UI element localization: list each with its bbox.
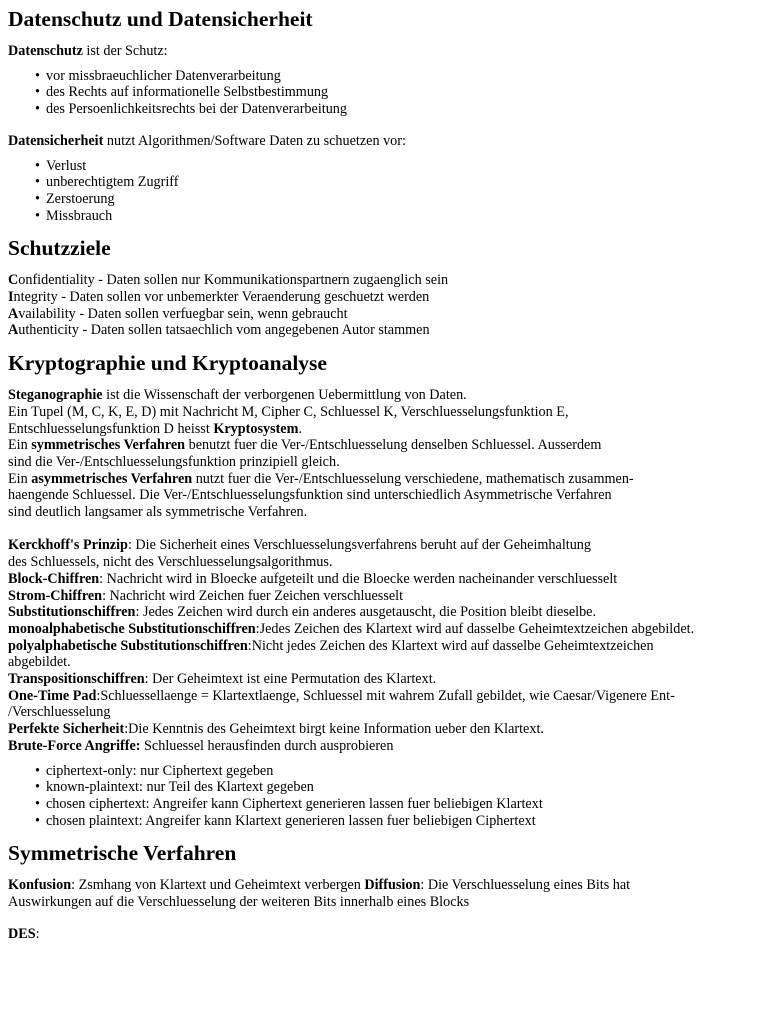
goal-availability: Availability - Daten sollen verfuegbar sein, wenn gebraucht bbox=[8, 305, 348, 322]
bullet-icon: • bbox=[35, 174, 40, 191]
transposition-line: Transpositionschiffren: Der Geheimtext ist eine Permutation des Klartext. bbox=[8, 671, 437, 688]
tupel-line: Ein Tupel (M, C, K, E, D) mit Nachricht M, Cipher C, Schluessel K, Verschluesselungsfunktion E, bbox=[8, 403, 569, 420]
kryptosystem-line: Entschluesselungsfunktion D heisst Kryptosystem. bbox=[8, 420, 302, 437]
list-item: • Missbrauch bbox=[35, 207, 113, 224]
list-item: • known-plaintext: nur Teil des Klartext gegeben bbox=[35, 779, 314, 796]
attack-list bbox=[8, 763, 764, 830]
heading-symmetrische-verfahren: Symmetrische Verfahren bbox=[8, 841, 237, 866]
list-item: • Verlust bbox=[35, 157, 87, 174]
substitution-line: Substitutionschiffren: Jedes Zeichen wird durch ein anderes ausgetauscht, die Position bleibt dieselbe. bbox=[8, 604, 597, 621]
bullet-icon: • bbox=[35, 812, 40, 829]
konfusion-diffusion-line: Konfusion: Zsmhang von Klartext und Geheimtext verbergen Diffusion: Die Verschluesselung eines Bits hat bbox=[8, 877, 631, 894]
diffusion-line-2: Auswirkungen auf die Verschluesselung der weiteren Bits innerhalb eines Blocks bbox=[8, 894, 470, 911]
list-item: • chosen ciphertext: Angreifer kann Ciphertext generieren lassen fuer beliebigen Klartext bbox=[35, 796, 543, 812]
block-chiffren-line: Block-Chiffren: Nachricht wird in Bloecke aufgeteilt und die Bloecke werden nacheinander verschluesselt bbox=[8, 570, 618, 587]
poly-substitution-line-2: abgebildet. bbox=[8, 654, 71, 671]
list-item: • des Persoenlichkeitsrechts bei der Datenverarbeitung bbox=[35, 101, 347, 118]
list-item: • unberechtigtem Zugriff bbox=[35, 174, 179, 191]
bullet-icon: • bbox=[35, 762, 40, 779]
bullet-icon: • bbox=[35, 796, 40, 812]
list-item: • des Rechts auf informationelle Selbstbestimmung bbox=[35, 84, 329, 101]
des-line: DES: bbox=[8, 925, 40, 942]
asymmetrisch-line: Ein asymmetrisches Verfahren nutzt fuer die Ver-/Entschluesselung verschiedene, mathematisch zusammen- bbox=[8, 470, 634, 487]
one-time-pad-line: One-Time Pad:Schluessellaenge = Klartextlaenge, Schluessel mit wahrem Zufall gebildet, wie Caesar/Vigenere Ent- bbox=[8, 687, 675, 704]
bullet-icon: • bbox=[35, 190, 40, 207]
bullet-icon: • bbox=[35, 779, 40, 796]
heading-schutzziele: Schutzziele bbox=[8, 236, 111, 261]
asymmetrisch-line-3: sind deutlich langsamer als symmetrische Verfahren. bbox=[8, 504, 308, 521]
bullet-icon: • bbox=[35, 101, 40, 118]
bullet-icon: • bbox=[35, 67, 40, 84]
bullet-icon: • bbox=[35, 207, 40, 224]
symmetrisch-line-2: sind die Ver-/Entschluesselungsfunktion prinzipiell gleich. bbox=[8, 453, 340, 470]
asymmetrisch-line-2: haengende Schluessel. Die Ver-/Entschluesselungsfunktion sind unterschiedlich Asymmetrische Verfahren bbox=[8, 487, 612, 504]
list-item: • ciphertext-only: nur Ciphertext gegeben bbox=[35, 762, 274, 779]
list-item: • chosen plaintext: Angreifer kann Klartext generieren lassen fuer beliebigen Ciphertext bbox=[35, 812, 536, 829]
datensicherheit-definition: Datensicherheit nutzt Algorithmen/Software Daten zu schuetzen vor: bbox=[8, 132, 406, 149]
perfekte-sicherheit-line: Perfekte Sicherheit:Die Kenntnis des Geheimtext birgt keine Information ueber den Klartext. bbox=[8, 721, 544, 738]
kerckhoff-line-2: des Schluessels, nicht des Verschluesselungsalgorithmus. bbox=[8, 554, 333, 571]
brute-force-line: Brute-Force Angriffe: Schluessel herausfinden durch ausprobieren bbox=[8, 737, 394, 754]
goal-integrity: Integrity - Daten sollen vor unbemerkter Veraenderung geschuetzt werden bbox=[8, 289, 430, 306]
heading-datenschutz: Datenschutz und Datensicherheit bbox=[8, 7, 313, 31]
datenschutz-list bbox=[8, 68, 764, 118]
datensicherheit-list bbox=[8, 158, 764, 225]
goal-confidentiality: Confidentiality - Daten sollen nur Kommunikationspartnern zugaenglich sein bbox=[8, 272, 449, 289]
datenschutz-definition: Datenschutz ist der Schutz: bbox=[8, 43, 168, 59]
one-time-pad-line-2: /Verschluesselung bbox=[8, 704, 111, 721]
mono-substitution-line: monoalphabetische Substitutionschiffren:Jedes Zeichen des Klartext wird auf dasselbe Geheimtextzeichen abgebildet. bbox=[8, 620, 695, 637]
list-item: • Zerstoerung bbox=[35, 190, 115, 207]
heading-kryptographie: Kryptographie und Kryptoanalyse bbox=[8, 351, 327, 376]
kerckhoff-line: Kerckhoff's Prinzip: Die Sicherheit eines Verschluesselungsverfahrens beruht auf der Geheimhaltung bbox=[8, 537, 591, 554]
strom-chiffren-line: Strom-Chiffren: Nachricht wird Zeichen fuer Zeichen verschluesselt bbox=[8, 587, 404, 604]
bullet-icon: • bbox=[35, 157, 40, 174]
bullet-icon: • bbox=[35, 84, 40, 101]
steganographie-line: Steganographie ist die Wissenschaft der verborgenen Uebermittlung von Daten. bbox=[8, 387, 467, 404]
goal-authenticity: Authenticity - Daten sollen tatsaechlich vom angegebenen Autor stammen bbox=[8, 322, 430, 339]
symmetrisch-line: Ein symmetrisches Verfahren benutzt fuer die Ver-/Entschluesselung denselben Schluessel. Ausserdem bbox=[8, 437, 602, 454]
list-item: • vor missbraeuchlicher Datenverarbeitung bbox=[35, 67, 281, 84]
poly-substitution-line: polyalphabetische Substitutionschiffren:Nicht jedes Zeichen des Klartext wird auf dasselbe Geheimtextzeichen bbox=[8, 637, 654, 654]
